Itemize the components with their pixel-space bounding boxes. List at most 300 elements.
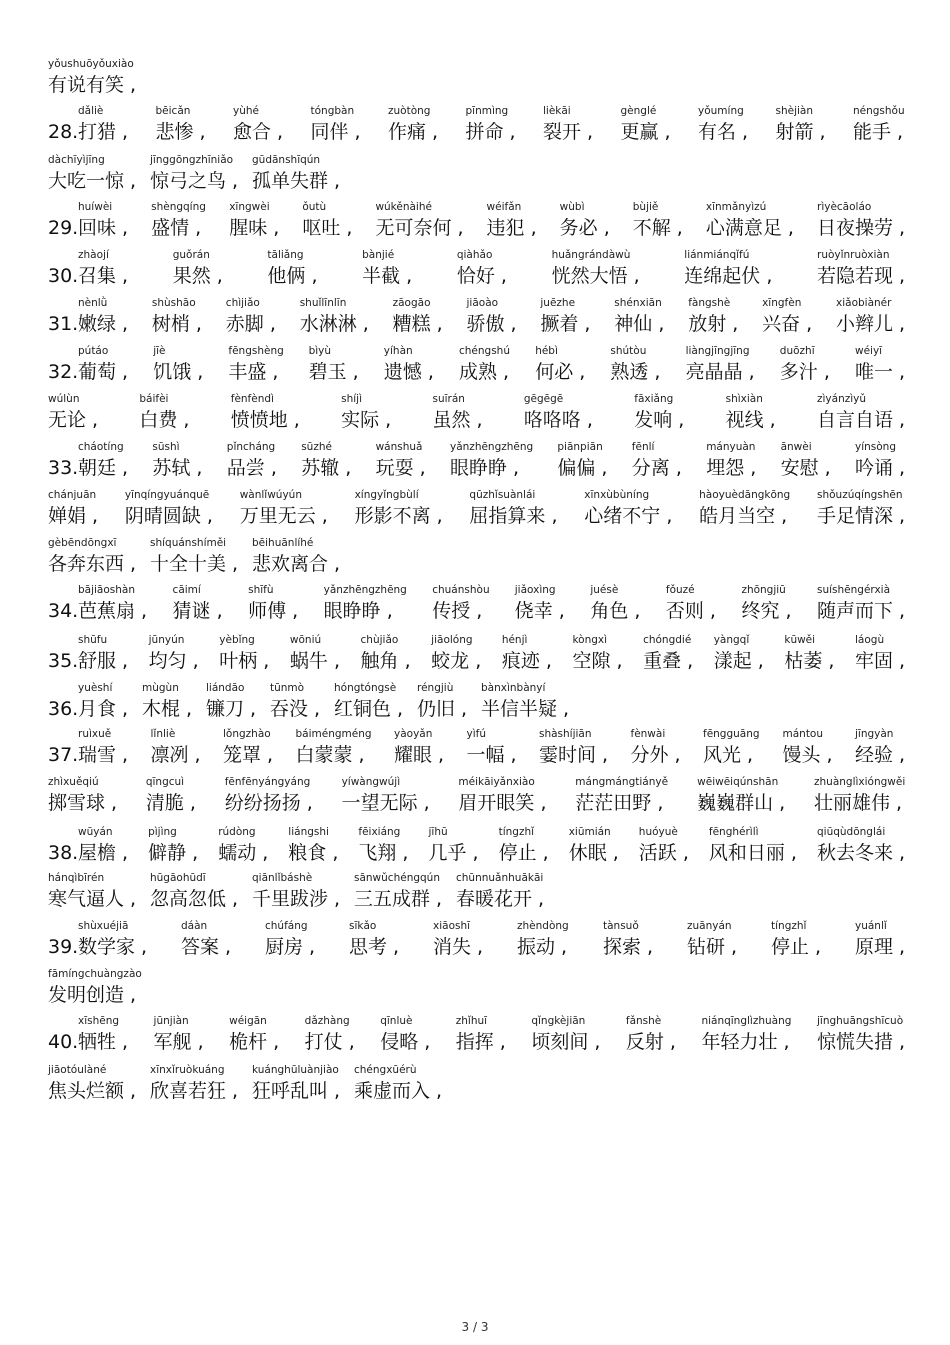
pinyin-annotation: gūdānshīqún xyxy=(252,154,321,166)
chinese-word: 经验 , xyxy=(855,744,906,766)
word-line xyxy=(0,728,950,766)
pinyin-annotation: xīshēng xyxy=(78,1015,120,1027)
vocab-word xyxy=(310,105,361,143)
chinese-word: 吞没 , xyxy=(270,698,321,720)
vocab-word xyxy=(48,1064,137,1102)
chinese-word: 振动 , xyxy=(517,936,568,958)
vocab-word xyxy=(575,776,669,814)
item-number: 30. xyxy=(48,265,79,287)
chinese-word: 饥饿 , xyxy=(153,361,204,383)
vocab-word xyxy=(698,105,749,143)
chinese-word: 乘虚而入 , xyxy=(354,1080,443,1102)
vocab-word xyxy=(148,826,199,864)
pinyin-annotation: juēzhe xyxy=(540,297,576,309)
chinese-word: 十全十美 , xyxy=(150,553,239,575)
chinese-word: 清脆 , xyxy=(145,792,196,814)
vocab-word xyxy=(431,634,482,672)
pinyin-annotation: zhuànglìxióngwěi xyxy=(814,776,906,788)
chinese-word: 玩耍 , xyxy=(375,457,426,479)
chinese-word: 作痛 , xyxy=(388,121,439,143)
chinese-word: 连绵起伏 , xyxy=(684,265,773,287)
vocab-word xyxy=(218,826,269,864)
chinese-word: 年轻力壮 , xyxy=(701,1031,790,1053)
pinyin-annotation: tāliǎng xyxy=(267,249,304,261)
chinese-word: 探索 , xyxy=(603,936,654,958)
chinese-word: 蛟龙 , xyxy=(431,650,482,672)
pinyin-annotation: réngjiù xyxy=(417,682,454,694)
vocab-word xyxy=(354,1064,443,1102)
chinese-word: 几乎 , xyxy=(428,842,479,864)
pinyin-annotation: hàoyuèdāngkōng xyxy=(699,489,791,501)
vocab-word xyxy=(153,1015,204,1053)
pinyin-annotation: tíngzhǐ xyxy=(498,826,535,838)
chinese-word: 熟透 , xyxy=(610,361,661,383)
word-line xyxy=(0,1064,950,1102)
pinyin-annotation: shèjiàn xyxy=(775,105,814,117)
pinyin-annotation: rúdòng xyxy=(218,826,256,838)
chinese-word: 违犯 , xyxy=(486,217,537,239)
vocab-word xyxy=(634,393,685,431)
vocab-word xyxy=(48,776,118,814)
chinese-word: 春暖花开 , xyxy=(456,888,545,910)
pinyin-annotation: rìyècāoláo xyxy=(817,201,872,213)
chinese-word: 发明创造 , xyxy=(48,984,137,1006)
chinese-word: 吟诵 , xyxy=(855,457,906,479)
chinese-word: 眼睁睁 , xyxy=(450,457,520,479)
vocab-word xyxy=(855,441,906,479)
pinyin-annotation: jīhū xyxy=(428,826,448,838)
chinese-word: 孤单失群 , xyxy=(252,170,341,192)
chinese-word: 芭蕉扇 , xyxy=(78,600,148,622)
vocab-word xyxy=(557,441,608,479)
vocab-word xyxy=(486,201,537,239)
chinese-word: 欣喜若狂 , xyxy=(150,1080,239,1102)
chinese-word: 否则 , xyxy=(665,600,716,622)
pinyin-annotation: gēgēgē xyxy=(523,393,564,405)
chinese-word: 更赢 , xyxy=(620,121,671,143)
chinese-word: 各奔东西 , xyxy=(48,553,137,575)
pinyin-annotation: mányuàn xyxy=(706,441,756,453)
pinyin-annotation: sūzhé xyxy=(301,441,332,453)
chinese-word: 蜗牛 , xyxy=(289,650,340,672)
chinese-word: 壮丽雄伟 , xyxy=(814,792,903,814)
chinese-word: 同伴 , xyxy=(310,121,361,143)
chinese-word: 一幅 , xyxy=(466,744,517,766)
chinese-word: 日夜操劳 , xyxy=(817,217,906,239)
vocab-word xyxy=(417,682,468,720)
chinese-word: 反射 , xyxy=(625,1031,676,1053)
vocab-word xyxy=(817,249,906,287)
chinese-word: 耀眼 , xyxy=(394,744,445,766)
chinese-word: 自言自语 , xyxy=(817,409,906,431)
chinese-word: 兴奋 , xyxy=(762,313,813,335)
chinese-word: 猜谜 , xyxy=(172,600,223,622)
pinyin-annotation: xíngyǐngbùlí xyxy=(354,489,419,501)
chinese-word: 狂呼乱叫 , xyxy=(252,1080,341,1102)
pinyin-annotation: pǐncháng xyxy=(226,441,276,453)
vocab-word xyxy=(341,776,430,814)
vocab-word xyxy=(48,537,137,575)
pinyin-annotation: cháotíng xyxy=(78,441,124,453)
pinyin-annotation: shíjì xyxy=(341,393,363,405)
vocab-word xyxy=(362,249,413,287)
pinyin-annotation: jīè xyxy=(153,345,166,357)
vocab-word xyxy=(466,728,517,766)
vocab-word xyxy=(817,826,906,864)
chinese-word: 小辫儿 , xyxy=(836,313,906,335)
chinese-word: 皓月当空 , xyxy=(699,505,788,527)
vocab-word xyxy=(584,489,673,527)
vocab-word xyxy=(632,201,683,239)
vocab-word xyxy=(456,249,507,287)
chinese-word: 回味 , xyxy=(78,217,129,239)
pinyin-annotation: huǎngrándàwù xyxy=(551,249,631,261)
pinyin-annotation: zhìxuěqiú xyxy=(48,776,99,788)
chinese-word: 红铜色 , xyxy=(334,698,404,720)
vocab-word xyxy=(380,1015,431,1053)
chinese-word: 树梢 , xyxy=(151,313,202,335)
vocab-word xyxy=(224,776,313,814)
chinese-word: 能手 , xyxy=(853,121,904,143)
pinyin-annotation: xīnxǐruòkuáng xyxy=(150,1064,225,1076)
chinese-word: 不解 , xyxy=(632,217,683,239)
chinese-word: 唯一 , xyxy=(855,361,906,383)
pinyin-annotation: jīnghuāngshīcuò xyxy=(817,1015,904,1027)
pinyin-annotation: xīngfèn xyxy=(762,297,802,309)
vocab-word xyxy=(323,584,407,622)
chinese-word: 白蒙蒙 , xyxy=(295,744,365,766)
chinese-word: 痕迹 , xyxy=(501,650,552,672)
vocab-word xyxy=(559,201,610,239)
chinese-word: 无论 , xyxy=(48,409,99,431)
pinyin-annotation: mántou xyxy=(782,728,824,740)
pinyin-annotation: shuǐlīnlīn xyxy=(299,297,347,309)
chinese-word: 仍旧 , xyxy=(417,698,468,720)
vocab-word xyxy=(78,1015,129,1053)
pinyin-annotation: chùjiǎo xyxy=(360,634,399,646)
vocab-word xyxy=(466,297,517,335)
chinese-word: 神仙 , xyxy=(614,313,665,335)
chinese-word: 休眠 , xyxy=(568,842,619,864)
pinyin-annotation: shūfu xyxy=(78,634,108,646)
vocab-word xyxy=(48,393,99,431)
vocab-word xyxy=(551,249,640,287)
pinyin-annotation: yíwàngwújì xyxy=(341,776,401,788)
pinyin-annotation: mùgùn xyxy=(142,682,179,694)
chinese-word: 若隐若现 , xyxy=(817,265,906,287)
vocab-word xyxy=(252,537,341,575)
vocab-word xyxy=(501,634,552,672)
pinyin-annotation: fēixiáng xyxy=(358,826,401,838)
vocab-word xyxy=(383,345,434,383)
pinyin-annotation: qiàhǎo xyxy=(456,249,493,261)
pinyin-annotation: yìfú xyxy=(466,728,486,740)
chinese-word: 侥幸 , xyxy=(514,600,565,622)
vocab-word xyxy=(771,920,822,958)
pinyin-annotation: lǐnliè xyxy=(150,728,176,740)
vocab-word xyxy=(687,920,738,958)
pinyin-annotation: bìyù xyxy=(308,345,332,357)
vocab-word xyxy=(150,728,201,766)
chinese-word: 分外 , xyxy=(630,744,681,766)
vocab-word xyxy=(150,872,239,910)
vocab-word xyxy=(219,634,270,672)
vocab-word xyxy=(481,682,570,720)
chinese-word: 腥味 , xyxy=(229,217,280,239)
chinese-word: 数学家 , xyxy=(78,936,148,958)
chinese-word: 愈合 , xyxy=(233,121,284,143)
word-line xyxy=(0,154,950,192)
vocab-word xyxy=(288,826,339,864)
pinyin-annotation: jūnjiàn xyxy=(153,1015,189,1027)
pinyin-annotation: sūshì xyxy=(152,441,180,453)
chinese-word: 掷雪球 , xyxy=(48,792,118,814)
vocab-word xyxy=(233,105,284,143)
item-number: 34. xyxy=(48,600,79,622)
pinyin-annotation: zuānyán xyxy=(687,920,732,932)
vocab-word xyxy=(78,682,129,720)
pinyin-annotation: tíngzhǐ xyxy=(771,920,807,932)
vocab-word xyxy=(48,154,137,192)
chinese-word: 水淋淋 , xyxy=(299,313,369,335)
vocab-word xyxy=(388,105,439,143)
vocab-word xyxy=(150,154,239,192)
pinyin-annotation: dǎzhàng xyxy=(304,1015,350,1027)
vocab-word xyxy=(517,920,569,958)
chinese-word: 葡萄 , xyxy=(78,361,129,383)
pinyin-annotation: shùxuéjiā xyxy=(78,920,129,932)
vocab-word xyxy=(48,872,137,910)
vocab-word xyxy=(354,872,443,910)
vocab-word xyxy=(701,1015,792,1053)
vocab-word xyxy=(392,297,443,335)
pinyin-annotation: zāogāo xyxy=(392,297,431,309)
pinyin-annotation: sīkǎo xyxy=(349,920,377,932)
pinyin-annotation: fènfèndì xyxy=(230,393,274,405)
word-line xyxy=(0,249,950,287)
chinese-word: 拼命 , xyxy=(465,121,516,143)
vocab-word xyxy=(78,105,129,143)
chinese-word: 实际 , xyxy=(341,409,392,431)
chinese-word: 指挥 , xyxy=(455,1031,506,1053)
vocab-word xyxy=(610,345,661,383)
pinyin-annotation: kuánghūluànjiào xyxy=(252,1064,339,1076)
pinyin-annotation: wánshuǎ xyxy=(375,441,423,453)
chinese-word: 钻研 , xyxy=(687,936,738,958)
word-line xyxy=(0,968,950,1006)
chinese-word: 惊弓之鸟 , xyxy=(150,170,239,192)
vocab-word xyxy=(48,968,142,1006)
pinyin-annotation: báiméngméng xyxy=(295,728,372,740)
vocab-word xyxy=(155,105,206,143)
item-number: 40. xyxy=(48,1031,79,1053)
vocab-word xyxy=(762,297,813,335)
pinyin-annotation: wúlùn xyxy=(48,393,80,405)
chinese-word: 思考 , xyxy=(349,936,400,958)
vocab-word xyxy=(456,872,545,910)
pinyin-annotation: yínsòng xyxy=(855,441,897,453)
chinese-word: 赤脚 , xyxy=(225,313,276,335)
pinyin-annotation: mángmángtiányě xyxy=(575,776,669,788)
vocab-word xyxy=(228,345,284,383)
pinyin-annotation: chéngxūérù xyxy=(354,1064,417,1076)
vocab-word xyxy=(78,441,129,479)
chinese-word: 苏辙 , xyxy=(301,457,352,479)
vocab-word xyxy=(708,826,797,864)
pinyin-annotation: xiāoshī xyxy=(433,920,471,932)
pinyin-annotation: hóngtóngsè xyxy=(334,682,397,694)
pinyin-annotation: lièkāi xyxy=(543,105,571,117)
pinyin-annotation: lǒngzhào xyxy=(223,728,271,740)
vocab-word xyxy=(540,297,591,335)
pinyin-annotation: liàngjīngjīng xyxy=(685,345,750,357)
vocab-word xyxy=(630,728,681,766)
chinese-word: 打仗 , xyxy=(304,1031,355,1053)
vocab-word xyxy=(620,105,671,143)
vocab-word xyxy=(450,441,534,479)
word-line xyxy=(0,584,950,622)
vocab-word xyxy=(252,872,341,910)
chinese-word: 发响 , xyxy=(634,409,685,431)
vocab-word xyxy=(531,1015,601,1053)
vocab-word xyxy=(265,920,316,958)
chinese-word: 答案 , xyxy=(181,936,232,958)
chinese-word: 茫茫田野 , xyxy=(575,792,664,814)
item-number: 39. xyxy=(48,936,79,958)
chinese-word: 悲欢离合 , xyxy=(252,553,341,575)
vocab-word xyxy=(855,728,906,766)
vocab-word xyxy=(469,489,558,527)
chinese-word: 大吃一惊 , xyxy=(48,170,137,192)
chinese-word: 朝廷 , xyxy=(78,457,129,479)
pinyin-annotation: qiānlǐbáshè xyxy=(252,872,313,884)
vocab-word xyxy=(226,441,277,479)
chinese-word: 心满意足 , xyxy=(705,217,794,239)
word-line xyxy=(0,105,950,143)
chinese-word: 半信半疑 , xyxy=(481,698,570,720)
vocab-word xyxy=(784,634,835,672)
pinyin-annotation: bājiāoshàn xyxy=(78,584,136,596)
chinese-word: 瑞雪 , xyxy=(78,744,129,766)
chinese-word: 安慰 , xyxy=(780,457,831,479)
vocab-word xyxy=(836,297,906,335)
chinese-word: 视线 , xyxy=(725,409,776,431)
chinese-word: 婵娟 , xyxy=(48,505,99,527)
vocab-word xyxy=(139,393,190,431)
vocab-word xyxy=(855,920,906,958)
item-number: 36. xyxy=(48,698,79,720)
vocab-word xyxy=(699,489,791,527)
pinyin-annotation: chìjiǎo xyxy=(225,297,260,309)
vocab-word xyxy=(124,489,213,527)
pinyin-annotation: pìjìng xyxy=(148,826,177,838)
pinyin-annotation: yèbǐng xyxy=(219,634,255,646)
pinyin-annotation: yàngqǐ xyxy=(713,634,750,646)
item-number: 29. xyxy=(48,217,79,239)
vocab-word xyxy=(631,441,682,479)
vocab-word xyxy=(741,584,792,622)
chinese-word: 角色 , xyxy=(590,600,641,622)
pinyin-annotation: zuòtòng xyxy=(388,105,431,117)
vocab-word xyxy=(625,1015,676,1053)
pinyin-annotation: yīnqíngyuánquē xyxy=(124,489,210,501)
vocab-word xyxy=(514,584,565,622)
chinese-word: 僻静 , xyxy=(148,842,199,864)
pinyin-annotation: shénxiān xyxy=(614,297,662,309)
chinese-word: 召集 , xyxy=(78,265,129,287)
pinyin-annotation: kòngxì xyxy=(572,634,608,646)
pinyin-annotation: liándāo xyxy=(206,682,245,694)
pinyin-annotation: cāimí xyxy=(172,584,201,596)
vocab-word xyxy=(638,826,689,864)
pinyin-annotation: dǎliè xyxy=(78,105,104,117)
word-line xyxy=(0,297,950,335)
chinese-word: 苏轼 , xyxy=(152,457,203,479)
vocab-word xyxy=(603,920,654,958)
vocab-word xyxy=(782,728,833,766)
item-number: 38. xyxy=(48,842,79,864)
chinese-word: 偏偏 , xyxy=(557,457,608,479)
vocab-word xyxy=(172,249,223,287)
chinese-word: 恰好 , xyxy=(456,265,507,287)
chinese-word: 重叠 , xyxy=(643,650,694,672)
vocab-word xyxy=(705,201,794,239)
pinyin-annotation: piānpiān xyxy=(557,441,603,453)
pinyin-annotation: wūyán xyxy=(78,826,113,838)
chinese-word: 停止 , xyxy=(498,842,549,864)
pinyin-annotation: wéiyī xyxy=(855,345,883,357)
pinyin-annotation: sānwǔchéngqún xyxy=(354,872,440,884)
chinese-word: 呕吐 , xyxy=(302,217,353,239)
pinyin-annotation: juésè xyxy=(590,584,619,596)
pinyin-annotation: qiūqùdōnglái xyxy=(817,826,886,838)
vocab-word xyxy=(239,489,328,527)
vocab-word xyxy=(48,489,99,527)
chinese-word: 手足情深 , xyxy=(817,505,906,527)
vocab-word xyxy=(665,584,716,622)
pinyin-annotation: chóngdié xyxy=(643,634,692,646)
pinyin-annotation: yíhàn xyxy=(383,345,413,357)
pinyin-annotation: suíshēngérxià xyxy=(817,584,891,596)
vocab-word xyxy=(78,920,148,958)
chinese-word: 月食 , xyxy=(78,698,129,720)
pinyin-annotation: ruòyǐnruòxiàn xyxy=(817,249,890,261)
vocab-word xyxy=(643,634,694,672)
chinese-word: 终究 , xyxy=(741,600,792,622)
chinese-word: 有名 , xyxy=(698,121,749,143)
pinyin-annotation: chūnnuǎnhuākāi xyxy=(456,872,544,884)
pinyin-annotation: jūnyún xyxy=(148,634,185,646)
pinyin-annotation: xiǎobiànér xyxy=(836,297,892,309)
chinese-word: 厨房 , xyxy=(265,936,316,958)
vocab-word xyxy=(295,728,372,766)
chinese-word: 牢固 , xyxy=(855,650,906,672)
chinese-word: 均匀 , xyxy=(148,650,199,672)
pinyin-annotation: shíquánshíměi xyxy=(150,537,227,549)
vocab-word xyxy=(267,249,318,287)
vocab-word xyxy=(78,345,129,383)
vocab-word xyxy=(48,58,137,96)
vocab-word xyxy=(341,393,392,431)
chinese-word: 半截 , xyxy=(362,265,413,287)
vocab-word xyxy=(78,201,129,239)
pinyin-annotation: hánqìbīrén xyxy=(48,872,105,884)
vocab-word xyxy=(814,776,906,814)
pinyin-annotation: gèbēndōngxī xyxy=(48,537,117,549)
pinyin-annotation: shàshíjiān xyxy=(539,728,592,740)
vocab-word xyxy=(543,105,594,143)
chinese-word: 纷纷扬扬 , xyxy=(224,792,313,814)
